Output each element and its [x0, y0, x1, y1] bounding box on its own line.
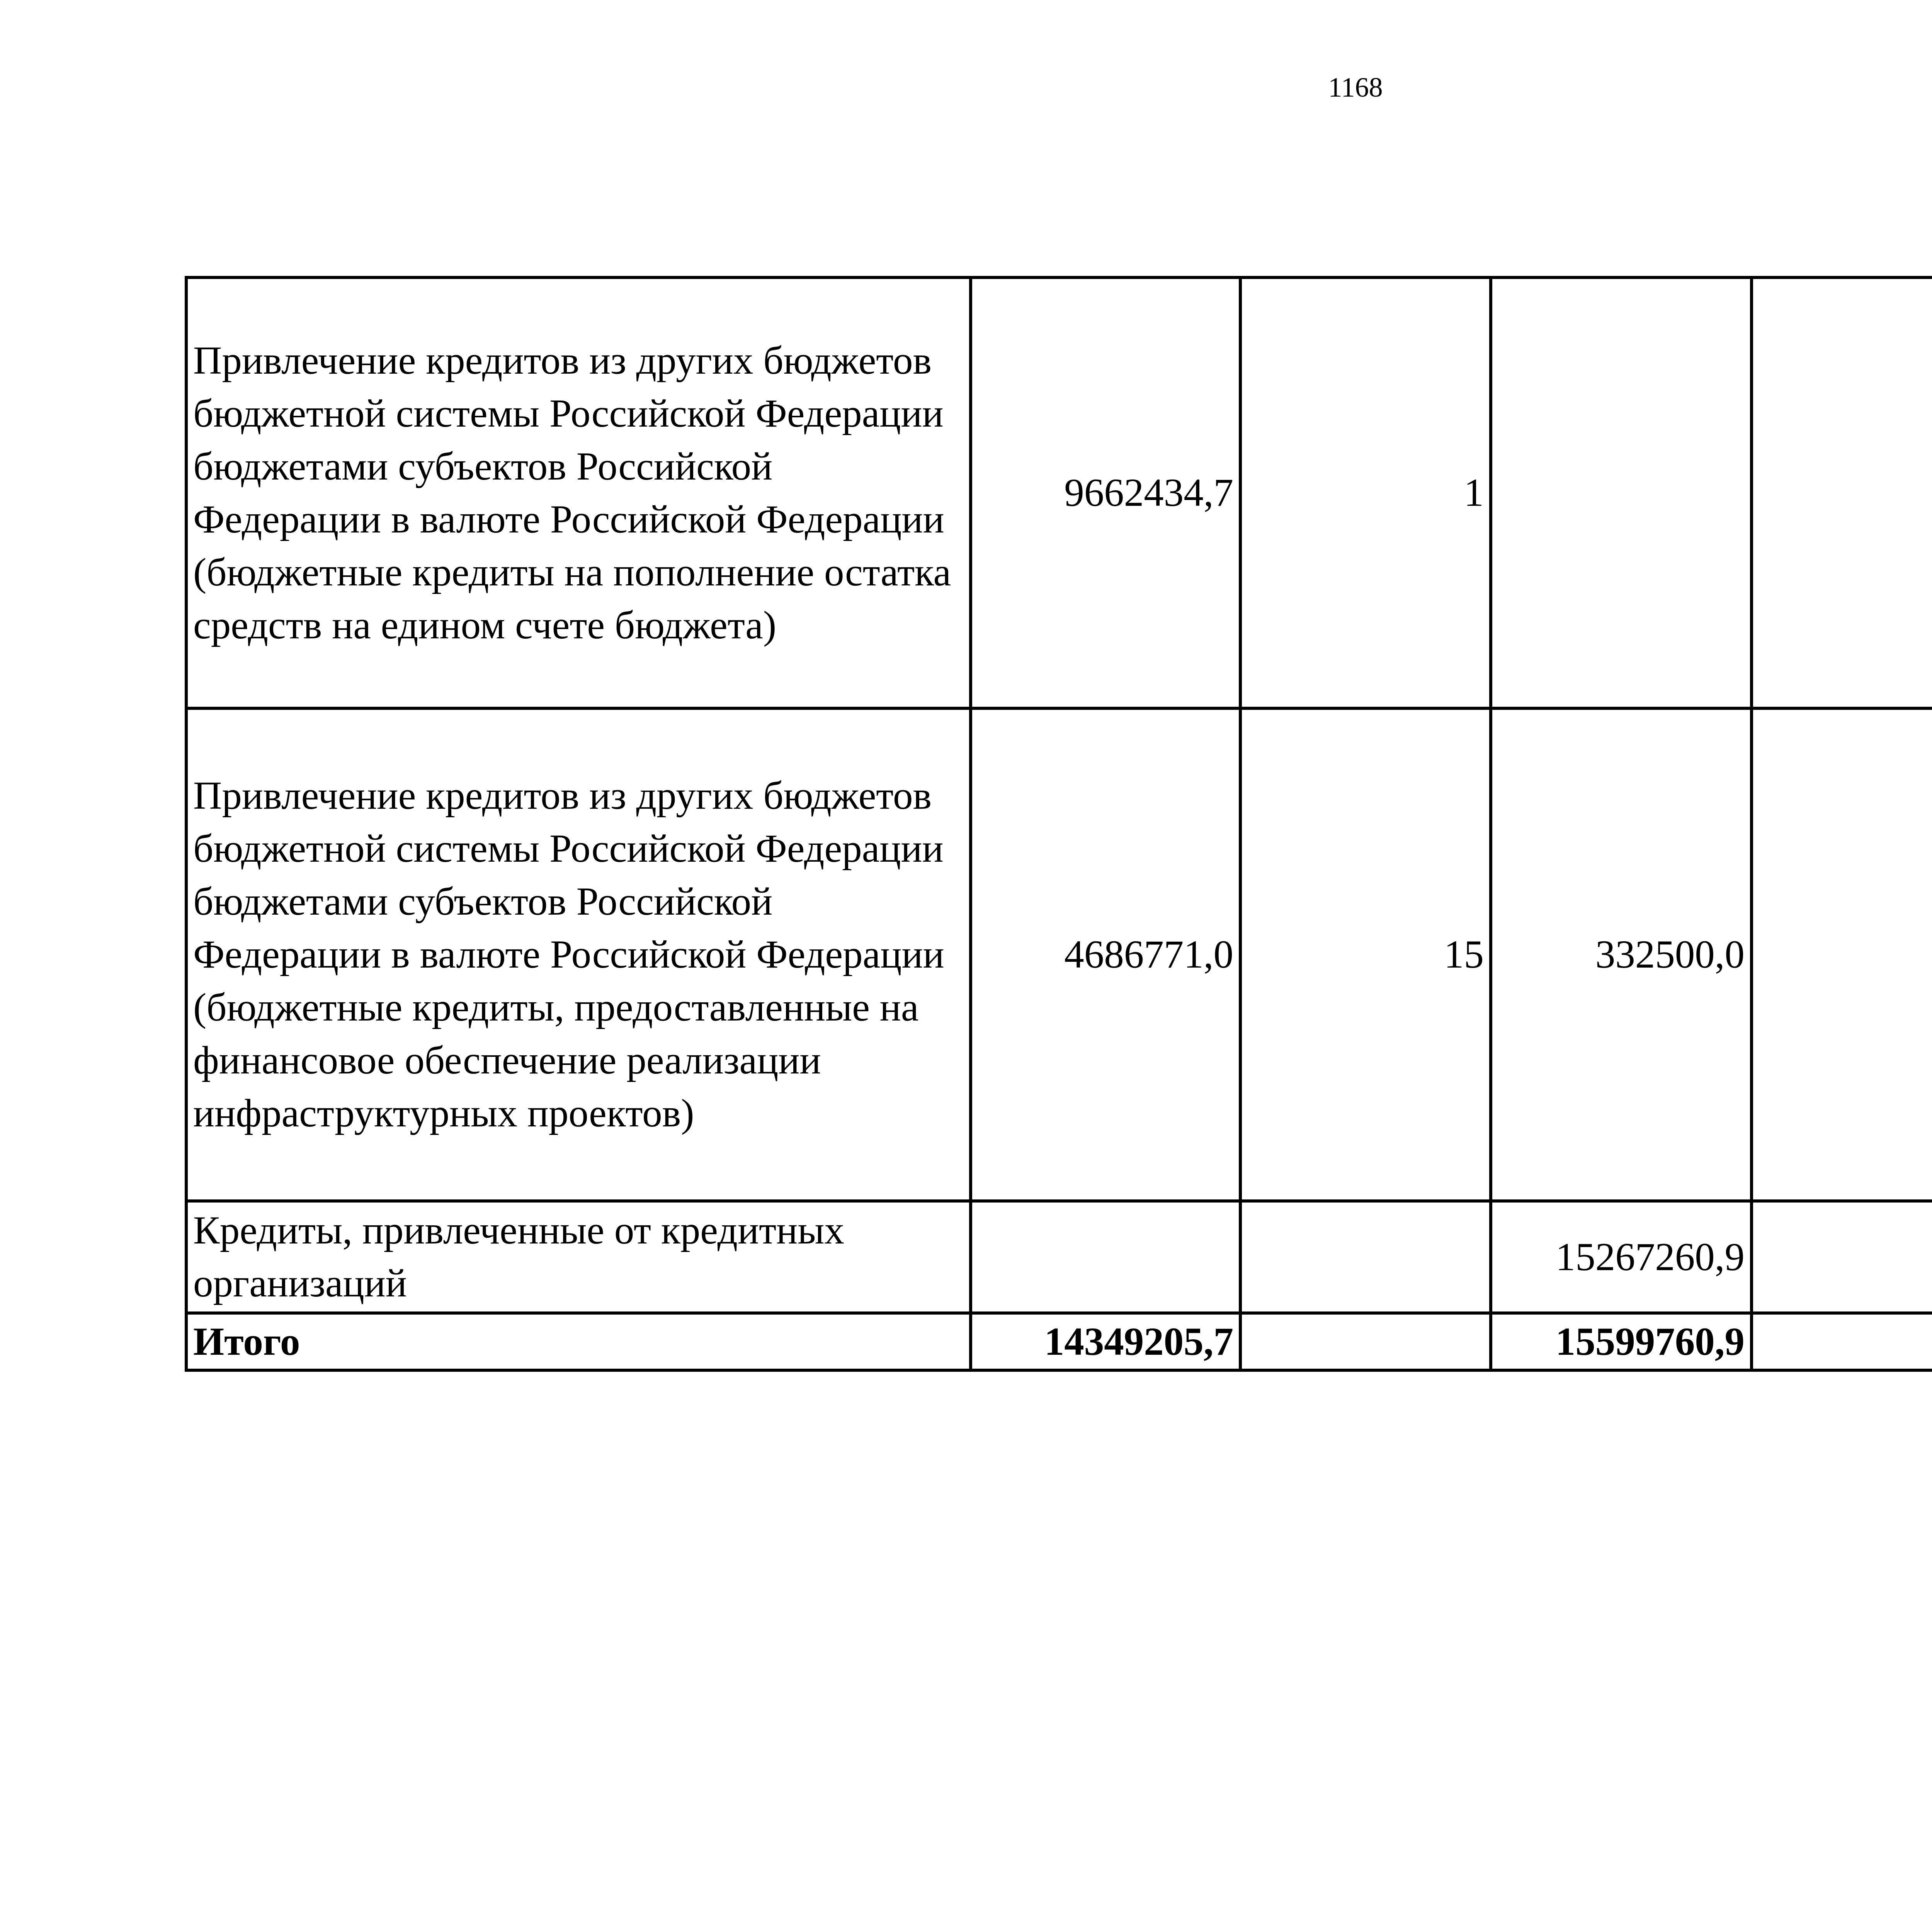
total-amount: 14349205,7: [971, 1313, 1240, 1370]
term-cell: [1752, 708, 1932, 1201]
page-number: 1168: [1328, 72, 1383, 103]
amount-cell: 15267260,9: [1491, 1201, 1752, 1313]
term-cell: 15: [1240, 708, 1491, 1201]
term-cell: [1240, 1201, 1491, 1313]
term-cell: [1240, 1313, 1491, 1370]
term-cell: 1: [1240, 277, 1491, 708]
amount-cell: 4686771,0: [971, 708, 1240, 1201]
total-amount: 15599760,9: [1491, 1313, 1752, 1370]
borrowing-table: [185, 276, 1932, 1372]
row-description: Кредиты, привлеченные от кредитных организаций: [186, 1201, 971, 1313]
table-row: [186, 1201, 1932, 1313]
amount-cell: [1491, 277, 1752, 708]
term-cell: [1752, 277, 1932, 708]
row-description: Привлечение кредитов из других бюджетов бюджетной системы Российской Федерации бюджетами субъектов Российской Федерации в валюте Российской Федерации (бюджетные кредиты на пополнение остатка средств на едином счете бюджета): [186, 277, 971, 708]
total-row: [186, 1313, 1932, 1370]
row-description: Привлечение кредитов из других бюджетов бюджетной системы Российской Федерации бюджетами субъектов Российской Федерации в валюте Российской Федерации (бюджетные кредиты, предоставленные на финансовое обеспечение реализации инфраструктурных проектов): [186, 708, 971, 1201]
amount-cell: 9662434,7: [971, 277, 1240, 708]
term-cell: [1752, 1313, 1932, 1370]
total-label: Итого: [186, 1313, 971, 1370]
table-row: [186, 708, 1932, 1201]
amount-cell: [971, 1201, 1240, 1313]
term-cell: [1752, 1201, 1932, 1313]
table-row: [186, 277, 1932, 708]
amount-cell: 332500,0: [1491, 708, 1752, 1201]
